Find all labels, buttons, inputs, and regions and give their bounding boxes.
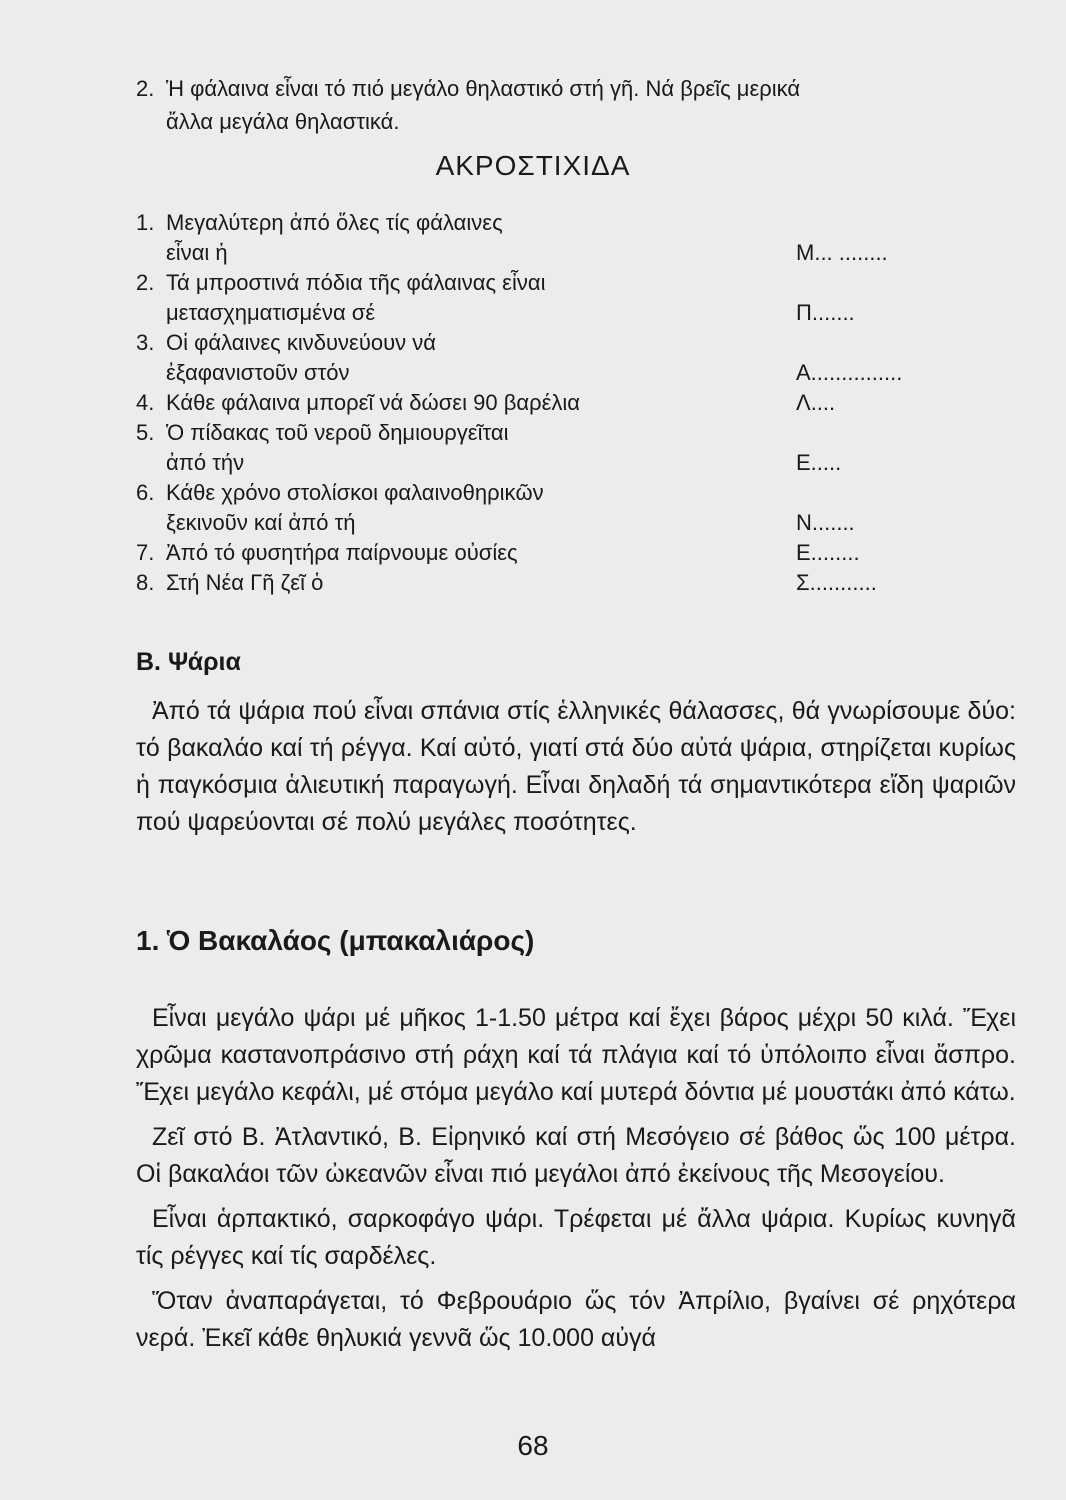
paragraph: Ὅταν ἀναπαράγεται, τό Φεβρουάριο ὥς τόν Ἀπρίλιο, βγαίνει σέ ρηχότερα νερά. Ἐκεῖ κάθε θηλυκιά γεννᾶ ὥς 10.000 αὐγά [136, 1287, 1016, 1352]
acrostic-item [136, 268, 1016, 328]
acrostic-item [136, 208, 1016, 268]
item-answer: Λ.... [796, 390, 836, 415]
acrostic-list [136, 208, 1016, 598]
section-b-heading: Β. Ψάρια [136, 648, 241, 676]
acrostic-item [136, 418, 1016, 478]
item-number: 8. [136, 570, 155, 595]
item-number: 7. [136, 540, 155, 565]
item-number: 5. [136, 420, 155, 445]
item-question: Οἱ φάλαινες κινδυνεύουν νά [166, 330, 436, 355]
section-b-body [136, 693, 1016, 849]
item-question: Κάθε χρόνο στολίσκοι φαλαινοθηρικῶν [166, 480, 544, 505]
item-number: 2. [136, 270, 155, 295]
intro-number: 2. [136, 76, 155, 101]
item-question-cont: ξεκινοῦν καί ἀπό τή [166, 510, 356, 535]
section-1-body [136, 1000, 1016, 1365]
item-answer: Μ... ........ [796, 240, 888, 265]
acrostic-item [136, 388, 1016, 418]
item-question: Στή Νέα Γῆ ζεῖ ὁ [166, 570, 324, 595]
paragraph: Εἶναι ἁρπακτικό, σαρκοφάγο ψάρι. Τρέφεται μέ ἄλλα ψάρια. Κυρίως κυνηγᾶ τίς ρέγγες καί τίς σαρδέλες. [136, 1205, 1016, 1270]
item-number: 1. [136, 210, 155, 235]
intro-exercise [136, 72, 1016, 138]
acrostic-item [136, 538, 1016, 568]
acrostic-item [136, 478, 1016, 538]
paragraph: Ζεῖ στό Β. Ἀτλαντικό, Β. Εἰρηνικό καί στή Μεσόγειο σέ βάθος ὥς 100 μέτρα. Οἱ βακαλάοι τῶν ὠκεανῶν εἶναι πιό μεγάλοι ἀπό ἐκείνους τῆς Μεσογείου. [136, 1123, 1016, 1188]
item-answer: Α............... [796, 360, 903, 385]
paragraph: Εἶναι μεγάλο ψάρι μέ μῆκος 1-1.50 μέτρα καί ἔχει βάρος μέχρι 50 κιλά. Ἔχει χρῶμα καστανοπράσινο στή ράχη καί τά πλάγια καί τό ὑπόλοιπο εἶναι ἄσπρο. Ἔχει μεγάλο κεφάλι, μέ στόμα μεγάλο καί μυτερά δόντια μέ μουστάκι ἀπό κάτω. [136, 1004, 1016, 1106]
item-answer: Σ........... [796, 570, 877, 595]
item-question: Μεγαλύτερη ἀπό ὅλες τίς φάλαινες [166, 210, 503, 235]
item-question: Κάθε φάλαινα μπορεῖ νά δώσει 90 βαρέλια [166, 390, 580, 415]
item-question: Τά μπροστινά πόδια τῆς φάλαινας εἶναι [166, 270, 546, 295]
section-1-heading: 1. Ὁ Βακαλάος (μπακαλιάρος) [136, 925, 535, 956]
item-question-cont: μετασχηματισμένα σέ [166, 300, 376, 325]
item-answer: Ν....... [796, 510, 855, 535]
item-question-cont: εἶναι ἡ [166, 240, 228, 265]
intro-line-1: Ἡ φάλαινα εἶναι τό πιό μεγάλο θηλαστικό στή γῆ. Νά βρεῖς μερικά [166, 76, 801, 101]
item-number: 3. [136, 330, 155, 355]
page-number: 68 [517, 1430, 549, 1461]
item-answer: Π....... [796, 300, 855, 325]
item-question: Ὁ πίδακας τοῦ νεροῦ δημιουργεῖται [166, 420, 509, 445]
item-question-cont: ἐξαφανιστοῦν στόν [166, 360, 350, 385]
acrostic-item [136, 328, 1016, 388]
item-answer: Ε........ [796, 540, 860, 565]
intro-line-2: ἄλλα μεγάλα θηλαστικά. [166, 109, 400, 134]
item-question-cont: ἀπό τήν [166, 450, 245, 475]
acrostic-title: ΑΚΡΟΣΤΙΧΙΔΑ [435, 150, 631, 181]
item-answer: Ε..... [796, 450, 842, 475]
item-question: Ἀπό τό φυσητήρα παίρνουμε οὐσίες [166, 540, 518, 565]
item-number: 4. [136, 390, 155, 415]
item-number: 6. [136, 480, 155, 505]
paragraph: Ἀπό τά ψάρια πού εἶναι σπάνια στίς ἑλληνικές θάλασσες, θά γνωρίσουμε δύο: τό βακαλάο καί τή ρέγγα. Καί αὐτό, γιατί στά δύο αὐτά ψάρια, στηρίζεται κυρίως ἡ παγκόσμια ἁλιευτική παραγωγή. Εἶναι δηλαδή τά σημαντικότερα εἴδη ψαριῶν πού ψαρεύονται σέ πολύ μεγάλες ποσότητες. [136, 697, 1016, 836]
acrostic-item [136, 568, 1016, 598]
